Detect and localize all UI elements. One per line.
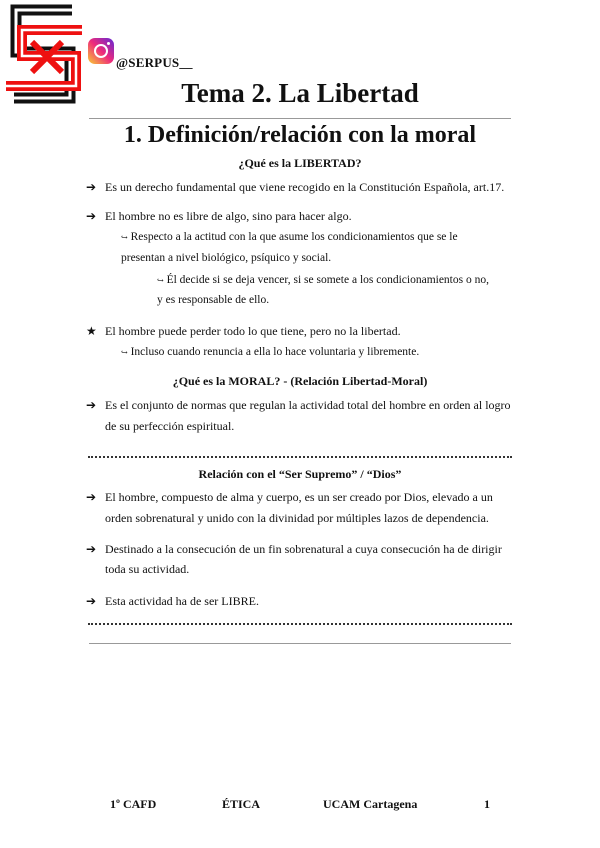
question-moral: ¿Qué es la MORAL? - (Relación Libertad-Moral) xyxy=(172,374,428,388)
instagram-handle[interactable]: @SERPUS__ xyxy=(116,55,193,70)
sub-item-text: presentan a nivel biológico, psíquico y social. xyxy=(121,252,332,264)
footer-subject: ÉTICA xyxy=(222,797,261,811)
page-footer xyxy=(0,797,600,817)
question-libertad: ¿Qué es la LIBERTAD? xyxy=(238,156,362,170)
sub-item-text: Incluso cuando renuncia a ella lo hace voluntaria y libremente. xyxy=(130,346,420,359)
footer-page-number: 1 xyxy=(484,797,490,811)
sub-item-text: Él decide si se deja vencer, si se somete a los condicionamientos o no, xyxy=(166,274,489,287)
arrow-icon: ➔ xyxy=(86,490,97,504)
list-item-text: Esta actividad ha de ser LIBRE. xyxy=(105,594,259,608)
list-item-text: El hombre, compuesto de alma y cuerpo, es un ser creado por Dios, elevado a un xyxy=(105,490,493,504)
bottom-divider xyxy=(89,643,511,644)
list-item xyxy=(86,176,586,198)
footer-institution: UCAM Cartagena xyxy=(323,797,418,811)
sub-item-text: y es responsable de ello. xyxy=(157,294,270,306)
arrow-icon: ➔ xyxy=(86,398,97,412)
return-arrow-icon: ↪ xyxy=(121,348,128,357)
return-arrow-icon: ↪ xyxy=(121,233,128,242)
list-item xyxy=(86,590,586,612)
sub-item xyxy=(121,227,458,248)
arrow-icon: ➔ xyxy=(86,542,97,556)
sub-item xyxy=(121,342,419,363)
sub-item xyxy=(157,270,489,291)
arrow-icon: ➔ xyxy=(86,180,97,194)
sub-item-text: Respecto a la actitud con la que asume los condicionamientos que se le xyxy=(130,231,458,244)
list-item-text: Es el conjunto de normas que regulan la actividad total del hombre en orden al logro xyxy=(105,398,511,412)
list-item-text-cont: toda su actividad. xyxy=(105,562,190,576)
list-item xyxy=(86,205,586,227)
list-item xyxy=(86,486,586,530)
dotted-divider xyxy=(88,623,512,625)
list-item xyxy=(86,394,586,438)
page-title: Tema 2. La Libertad xyxy=(181,78,419,108)
list-item-text-cont: de su perfección espiritual. xyxy=(105,419,235,433)
list-item xyxy=(86,538,586,582)
list-item-text: Destinado a la consecución de un fin sobrenatural a cuya consecución ha de dirigir xyxy=(105,542,502,556)
list-item-text: El hombre puede perder todo lo que tiene, pero no la libertad. xyxy=(105,324,401,338)
star-icon: ★ xyxy=(86,324,97,338)
dotted-divider xyxy=(88,456,512,458)
list-item xyxy=(86,320,586,342)
list-item-text: Es un derecho fundamental que viene recogido en la Constitución Española, art.17. xyxy=(105,180,505,194)
footer-course: 1º CAFD xyxy=(110,797,157,811)
section-title: 1. Definición/relación con la moral xyxy=(123,122,477,148)
arrow-icon: ➔ xyxy=(86,209,97,223)
question-dios: Relación con el “Ser Supremo” / “Dios” xyxy=(198,467,402,481)
return-arrow-icon: ↪ xyxy=(157,276,164,285)
arrow-icon: ➔ xyxy=(86,594,97,608)
instagram-icon[interactable] xyxy=(88,38,114,64)
title-divider xyxy=(89,118,511,119)
list-item-text: El hombre no es libre de algo, sino para hacer algo. xyxy=(105,209,352,223)
list-item-text-cont: orden sobrenatural y unido con la divinidad por múltiples lazos de dependencia. xyxy=(105,511,489,525)
